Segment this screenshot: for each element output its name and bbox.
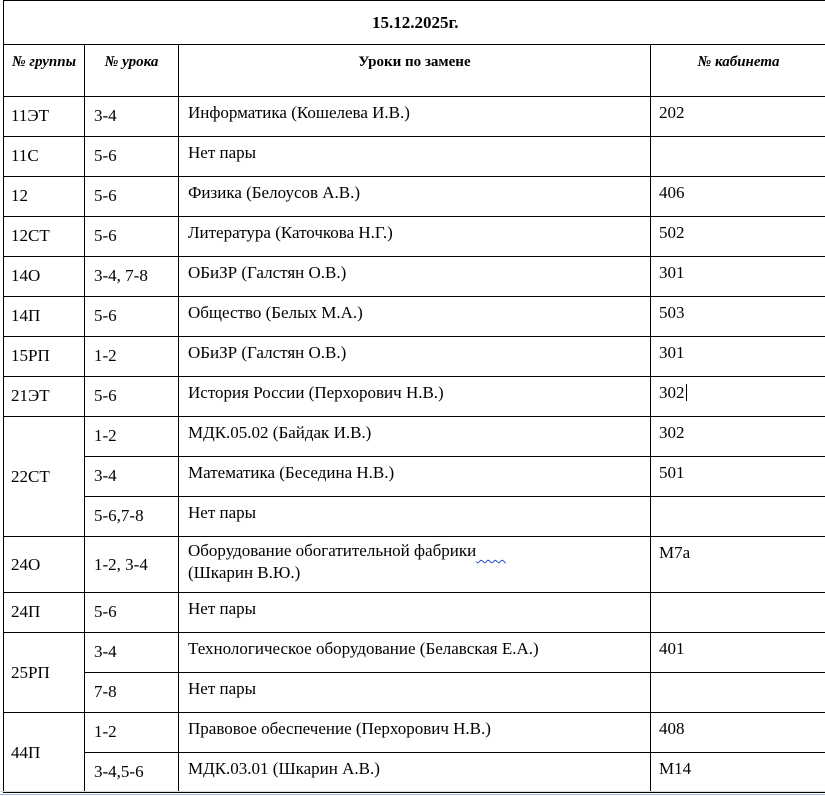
lesson-cell[interactable]: 3-4	[85, 633, 179, 673]
group-cell[interactable]: 25РП	[4, 633, 85, 713]
page-edge-line	[0, 791, 825, 792]
room-cell[interactable]: 301	[651, 257, 825, 297]
subject-cell[interactable]: Правовое обеспечение (Перхорович Н.В.)	[179, 713, 651, 753]
subject-cell[interactable]: Математика (Беседина Н.В.)	[179, 457, 651, 497]
lesson-cell[interactable]: 5-6	[85, 217, 179, 257]
group-cell[interactable]: 44П	[4, 713, 85, 793]
subject-cell[interactable]: История России (Перхорович Н.В.)	[179, 377, 651, 417]
table-row	[4, 97, 825, 137]
group-cell[interactable]: 11ЭТ	[4, 97, 85, 137]
header-room: № кабинета	[651, 45, 825, 97]
lesson-cell[interactable]: 3-4, 7-8	[85, 257, 179, 297]
lesson-cell[interactable]: 5-6	[85, 593, 179, 633]
table-row	[4, 713, 825, 753]
lesson-cell[interactable]: 1-2, 3-4	[85, 537, 179, 593]
subject-cell[interactable]: МДК.03.01 (Шкарин А.В.)	[179, 753, 651, 793]
room-cell[interactable]	[651, 137, 825, 177]
lesson-cell[interactable]: 5-6,7-8	[85, 497, 179, 537]
lesson-cell[interactable]: 7-8	[85, 673, 179, 713]
room-cell[interactable]	[651, 593, 825, 633]
room-cell[interactable]: 406	[651, 177, 825, 217]
lesson-cell[interactable]: 3-4	[85, 457, 179, 497]
group-cell[interactable]: 24О	[4, 537, 85, 593]
subject-cell[interactable]: Информатика (Кошелева И.В.)	[179, 97, 651, 137]
table-row	[4, 297, 825, 337]
subject-line-1: Оборудование обогатительной фабрики	[188, 541, 506, 560]
group-cell[interactable]: 11С	[4, 137, 85, 177]
header-subject: Уроки по замене	[179, 45, 651, 97]
subject-cell[interactable]: Технологическое оборудование (Белавская Е.А.)	[179, 633, 651, 673]
lesson-cell[interactable]: 5-6	[85, 137, 179, 177]
room-cell[interactable]: 202	[651, 97, 825, 137]
lesson-cell[interactable]: 3-4	[85, 97, 179, 137]
room-cell[interactable]: 408	[651, 713, 825, 753]
table-row	[4, 753, 825, 793]
room-cell[interactable]	[651, 497, 825, 537]
lesson-cell[interactable]: 1-2	[85, 417, 179, 457]
subject-cell[interactable]: Нет пары	[179, 593, 651, 633]
text-cursor	[686, 384, 687, 401]
subject-cell[interactable]	[179, 537, 651, 593]
lesson-cell[interactable]: 5-6	[85, 377, 179, 417]
subject-cell[interactable]: ОБиЗР (Галстян О.В.)	[179, 337, 651, 377]
table-row	[4, 497, 825, 537]
room-cell[interactable]	[651, 377, 825, 417]
subject-cell[interactable]: Нет пары	[179, 137, 651, 177]
table-row	[4, 137, 825, 177]
lesson-cell[interactable]: 1-2	[85, 337, 179, 377]
group-cell[interactable]: 14П	[4, 297, 85, 337]
subject-cell[interactable]: Общество (Белых М.А.)	[179, 297, 651, 337]
group-cell[interactable]: 12СТ	[4, 217, 85, 257]
table-row	[4, 337, 825, 377]
subject-cell[interactable]: Физика (Белоусов А.В.)	[179, 177, 651, 217]
lesson-cell[interactable]: 5-6	[85, 177, 179, 217]
subject-cell[interactable]: Нет пары	[179, 497, 651, 537]
table-row	[4, 537, 825, 593]
title-row	[4, 1, 825, 45]
table-row	[4, 633, 825, 673]
room-cell[interactable]: 301	[651, 337, 825, 377]
room-cell[interactable]: 302	[651, 417, 825, 457]
lesson-cell[interactable]: 5-6	[85, 297, 179, 337]
replacement-schedule-table	[3, 0, 825, 793]
room-cell[interactable]: М14	[651, 753, 825, 793]
group-cell[interactable]: 12	[4, 177, 85, 217]
room-cell[interactable]: 401	[651, 633, 825, 673]
subject-line-2: (Шкарин В.Ю.)	[188, 563, 301, 582]
subject-cell[interactable]: Нет пары	[179, 673, 651, 713]
group-cell[interactable]: 15РП	[4, 337, 85, 377]
subject-cell[interactable]: МДК.05.02 (Байдак И.В.)	[179, 417, 651, 457]
table-row	[4, 457, 825, 497]
room-cell[interactable]: 503	[651, 297, 825, 337]
room-cell[interactable]: 501	[651, 457, 825, 497]
table-row	[4, 417, 825, 457]
group-cell[interactable]: 21ЭТ	[4, 377, 85, 417]
room-cell[interactable]: 502	[651, 217, 825, 257]
room-value: 302	[659, 383, 685, 402]
header-group: № группы	[4, 45, 85, 97]
table-row	[4, 377, 825, 417]
table-row	[4, 593, 825, 633]
table-row	[4, 257, 825, 297]
header-row	[4, 45, 825, 97]
table-row	[4, 673, 825, 713]
schedule-date-title: 15.12.2025г.	[4, 1, 825, 45]
subject-cell[interactable]: ОБиЗР (Галстян О.В.)	[179, 257, 651, 297]
group-cell[interactable]: 22СТ	[4, 417, 85, 537]
group-cell[interactable]: 14О	[4, 257, 85, 297]
lesson-cell[interactable]: 1-2	[85, 713, 179, 753]
header-lesson: № урока	[85, 45, 179, 97]
page-edge-shadow	[0, 794, 825, 795]
subject-cell[interactable]: Литература (Каточкова Н.Г.)	[179, 217, 651, 257]
table-row	[4, 177, 825, 217]
spellcheck-mark	[476, 541, 506, 560]
lesson-cell[interactable]: 3-4,5-6	[85, 753, 179, 793]
table-row	[4, 217, 825, 257]
room-cell[interactable]	[651, 673, 825, 713]
group-cell[interactable]: 24П	[4, 593, 85, 633]
room-cell[interactable]: М7а	[651, 537, 825, 593]
